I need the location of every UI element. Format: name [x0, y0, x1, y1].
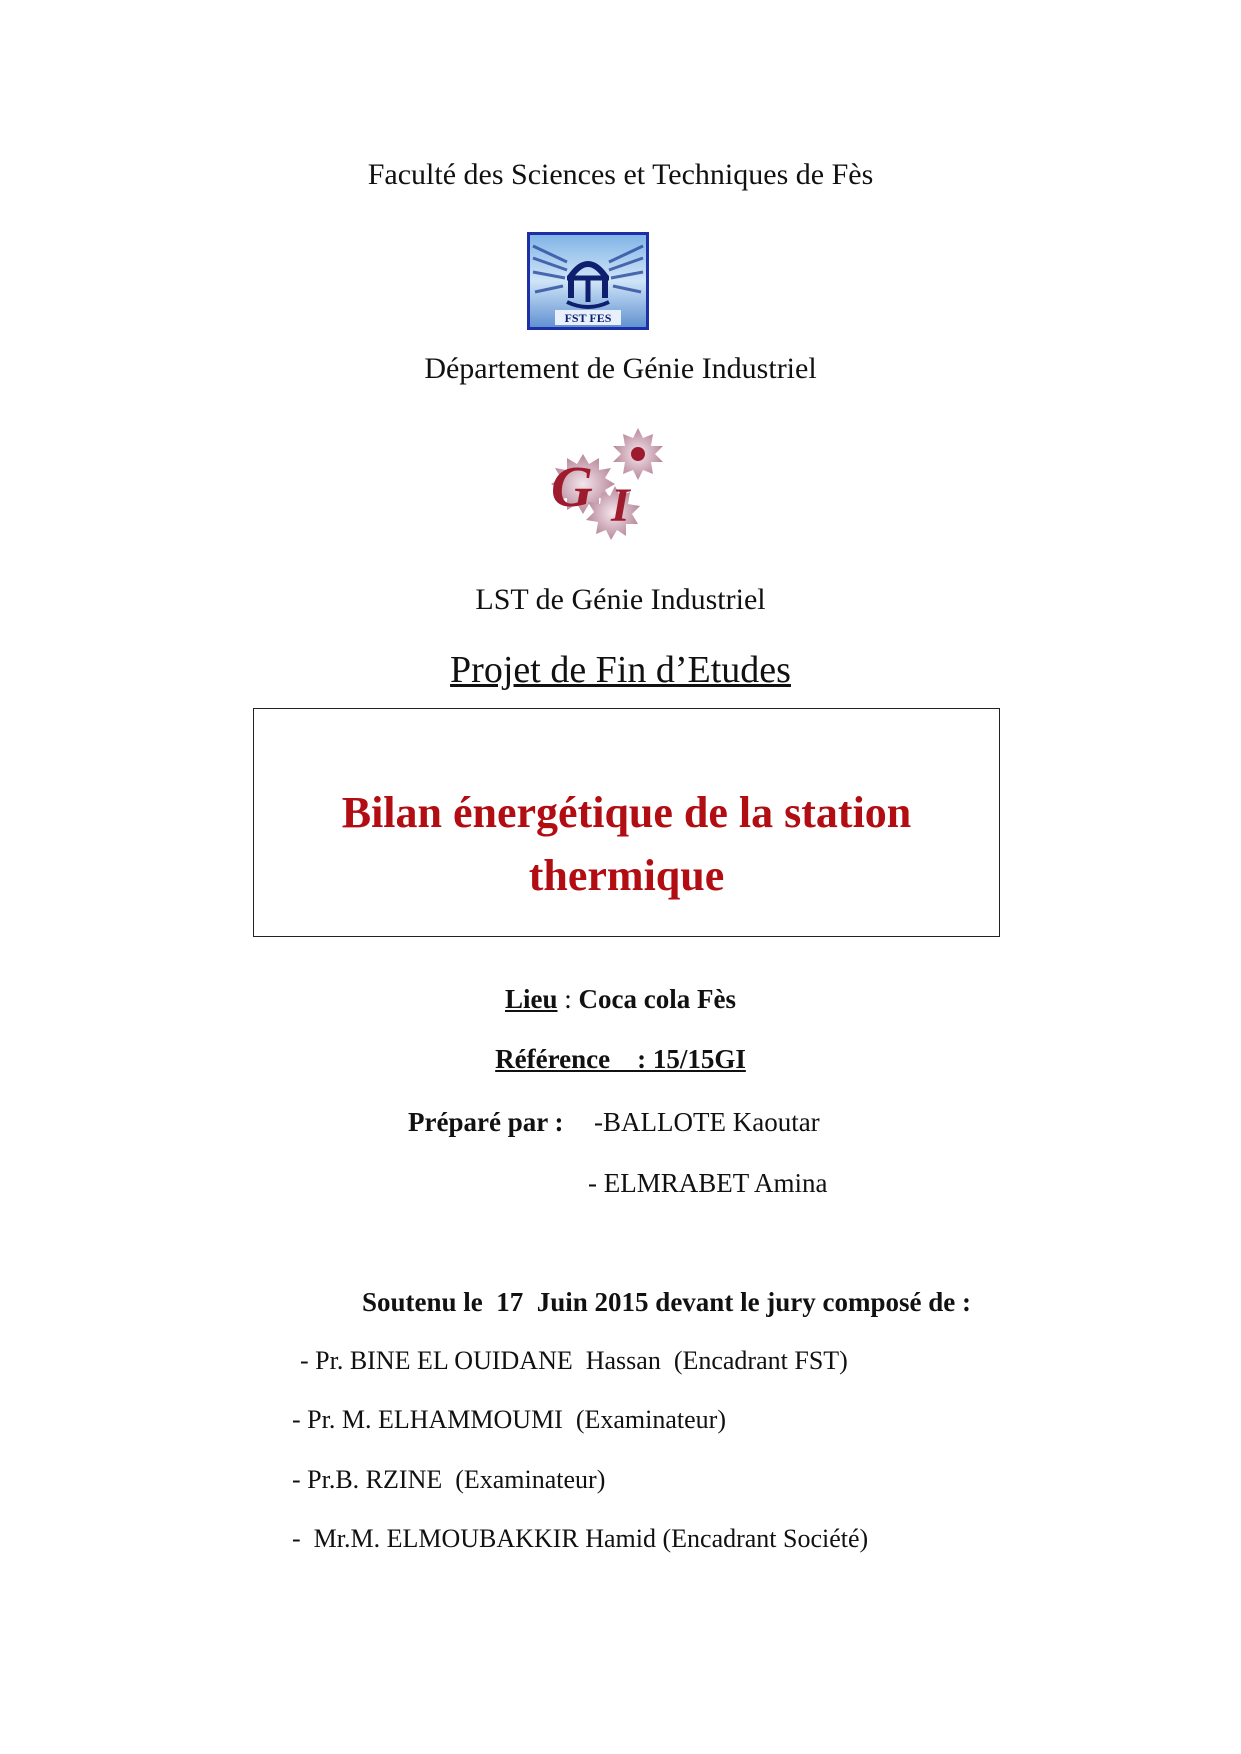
jury-heading: Soutenu le 17 Juin 2015 devant le jury composé de :	[362, 1287, 972, 1317]
program-name: LST de Génie Industriel	[475, 583, 766, 616]
project-type: Projet de Fin d’Etudes	[450, 649, 791, 691]
jury-member: - Pr.B. RZINE (Examinateur)	[292, 1465, 606, 1494]
jury-member: - Mr.M. ELMOUBAKKIR Hamid (Encadrant Société)	[292, 1524, 869, 1553]
lieu-label: Lieu	[505, 984, 558, 1014]
title-box	[253, 708, 1000, 937]
title-line-1: Bilan énergétique de la station	[341, 788, 912, 837]
gi-logo-letter-g: G	[551, 454, 593, 519]
fst-logo-text: FST FES	[564, 311, 612, 325]
author-1: -BALLOTE Kaoutar	[594, 1107, 820, 1137]
title-line-2: thermique	[528, 851, 725, 900]
lieu-value: Coca cola Fès	[578, 984, 736, 1014]
faculty-name: Faculté des Sciences et Techniques de Fès	[367, 158, 874, 191]
author-2: - ELMRABET Amina	[588, 1168, 828, 1198]
department-name: Département de Génie Industriel	[424, 352, 817, 385]
gi-logo-letter-i: I	[611, 479, 630, 532]
fst-logo	[527, 232, 649, 330]
lieu-separator: :	[557, 984, 579, 1014]
lieu-line	[0, 984, 1241, 1015]
reference-line: Référence : 15/15GI	[495, 1044, 746, 1074]
jury-member: - Pr. M. ELHAMMOUMI (Examinateur)	[292, 1405, 726, 1434]
jury-member: - Pr. BINE EL OUIDANE Hassan (Encadrant FST)	[300, 1346, 848, 1375]
gi-logo	[533, 426, 673, 556]
prepared-by-label: Préparé par :	[408, 1107, 564, 1137]
